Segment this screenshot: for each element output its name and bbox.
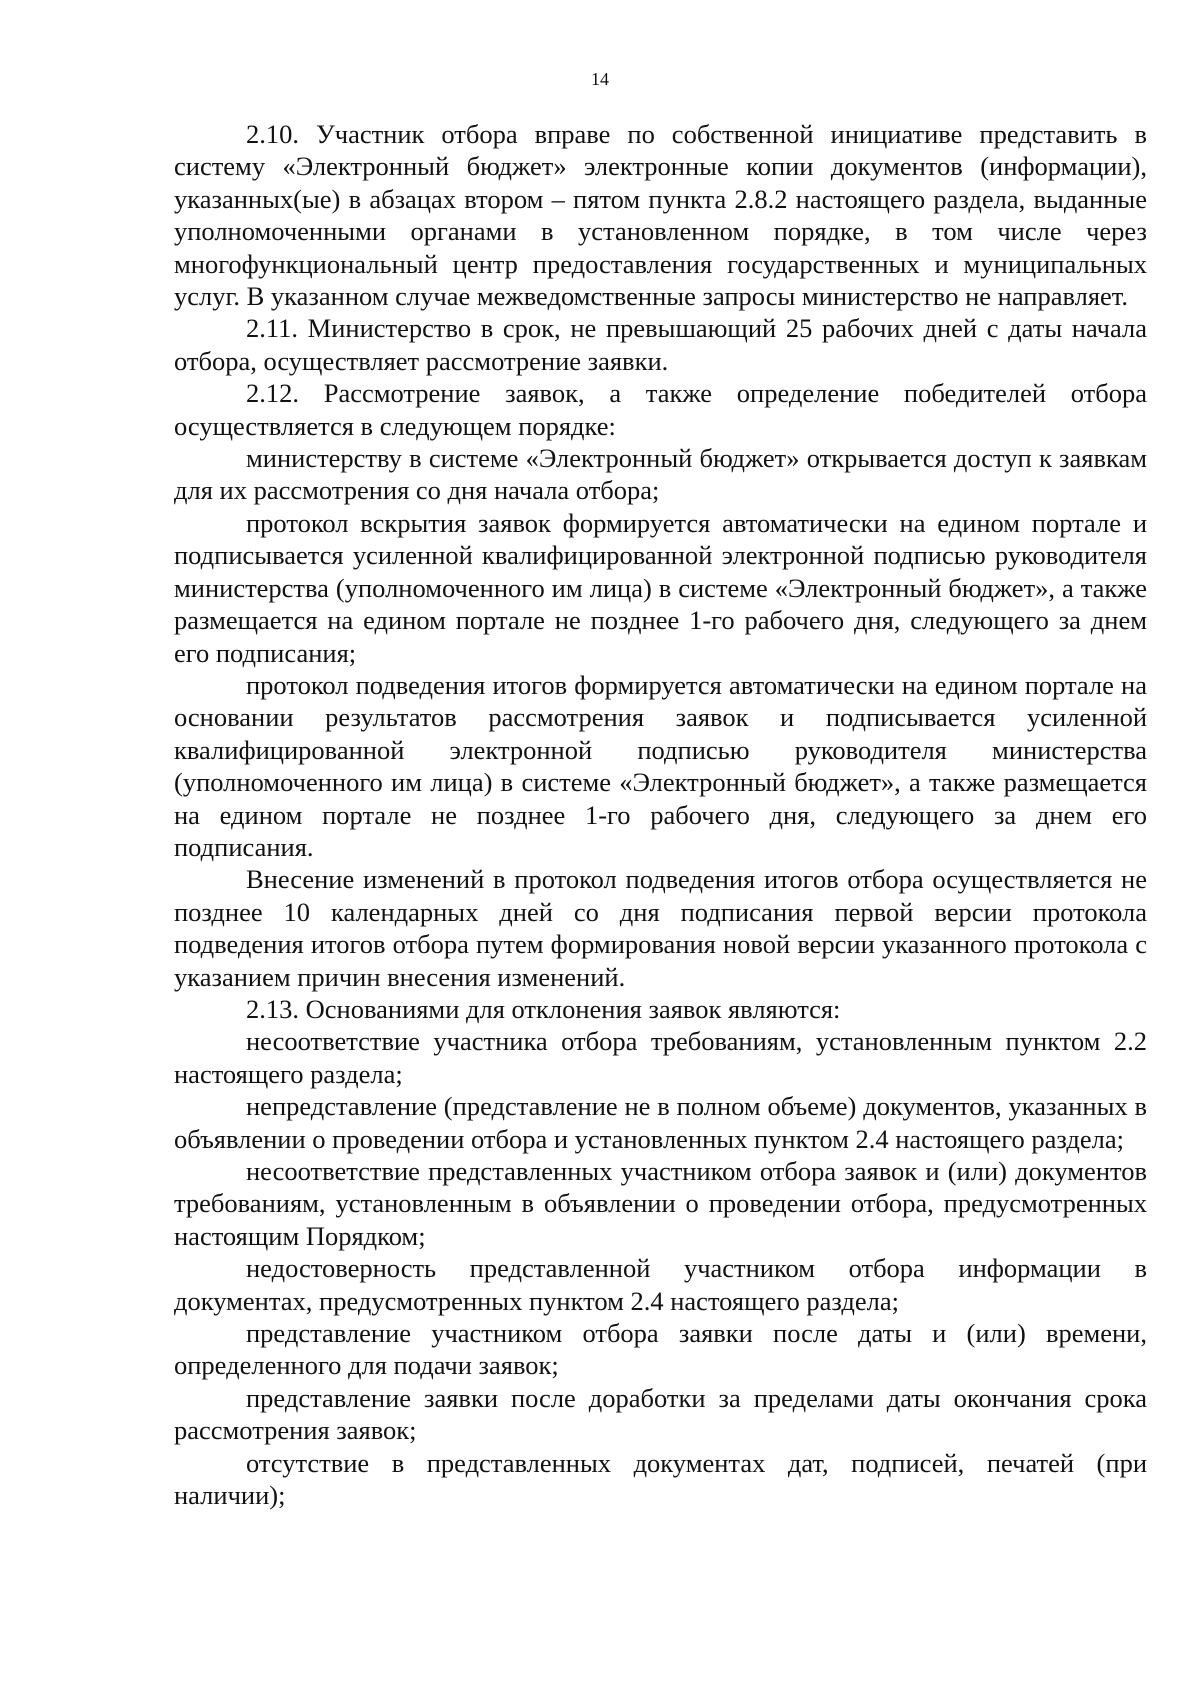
paragraph-access: министерству в системе «Электронный бюджет» открывается доступ к заявкам для их рассмотрения со дня начала отбора; [174,443,1147,506]
document-body [174,118,1147,1511]
paragraph-2-12: 2.12. Рассмотрение заявок, а также определение победителей отбора осуществляется в следующем порядке: [174,378,1147,441]
paragraph-results-protocol: протокол подведения итогов формируется автоматически на едином портале на основании результатов рассмотрения заявок и подписывается усиленной квалифицированной электронной подписью руководителя министерства (уполномоченного им лица) в системе «Электронный бюджет», а также размещается на едином портале не позднее 1-го рабочего дня, следующего за днем его подписания. [174,669,1147,862]
paragraph-rejection-missing-docs: непредставление (представление не в полном объеме) документов, указанных в объявлении о проведении отбора и установленных пунктом 2.4 настоящего раздела; [174,1091,1147,1154]
paragraph-2-13: 2.13. Основаниями для отклонения заявок являются: [246,993,841,1024]
paragraph-rejection-doc-mismatch: несоответствие представленных участником отбора заявок и (или) документов требованиям, установленным в объявлении о проведении отбора, предусмотренных настоящим Порядком; [174,1156,1147,1251]
paragraph-rejection-missing-signatures: отсутствие в представленных документах дат, подписей, печатей (при наличии); [174,1447,1147,1511]
paragraph-rejection-noncompliance: несоответствие участника отбора требованиям, установленным пунктом 2.2 настоящего раздела; [174,1026,1147,1089]
paragraph-rejection-late-revision: представление заявки после доработки за пределами даты окончания срока рассмотрения заявок; [174,1382,1147,1446]
paragraph-opening-protocol: протокол вскрытия заявок формируется автоматически на едином портале и подписывается усиленной квалифицированной электронной подписью руководителя министерства (уполномоченного им лица) в системе «Электронный бюджет», а также размещается на едином портале не позднее 1-го рабочего дня, следующего за днем его подписания; [174,507,1147,668]
paragraph-rejection-false-info: недостоверность представленной участником отбора информации в документах, предусмотренных пунктом 2.4 настоящего раздела; [174,1253,1147,1316]
paragraph-protocol-changes: Внесение изменений в протокол подведения итогов отбора осуществляется не позднее 10 календарных дней со дня подписания первой версии протокола подведения итогов отбора путем формирования новой версии указанного протокола с указанием причин внесения изменений. [174,864,1147,992]
page-number: 14 [591,69,609,89]
paragraph-rejection-late-submission: представление участником отбора заявки после даты и (или) времени, определенного для подачи заявок; [174,1318,1147,1381]
paragraph-2-11: 2.11. Министерство в срок, не превышающий 25 рабочих дней с даты начала отбора, осуществляет рассмотрение заявки. [174,313,1147,376]
paragraph-2-10: 2.10. Участник отбора вправе по собственной инициативе представить в систему «Электронный бюджет» электронные копии документов (информации), указанных(ые) в абзацах втором – пятом пункта 2.8.2 настоящего раздела, выданные уполномоченными органами в установленном порядке, в том числе через многофункциональный центр предоставления государственных и муниципальных услуг. В указанном случае межведомственные запросы министерство не направляет. [174,119,1147,312]
